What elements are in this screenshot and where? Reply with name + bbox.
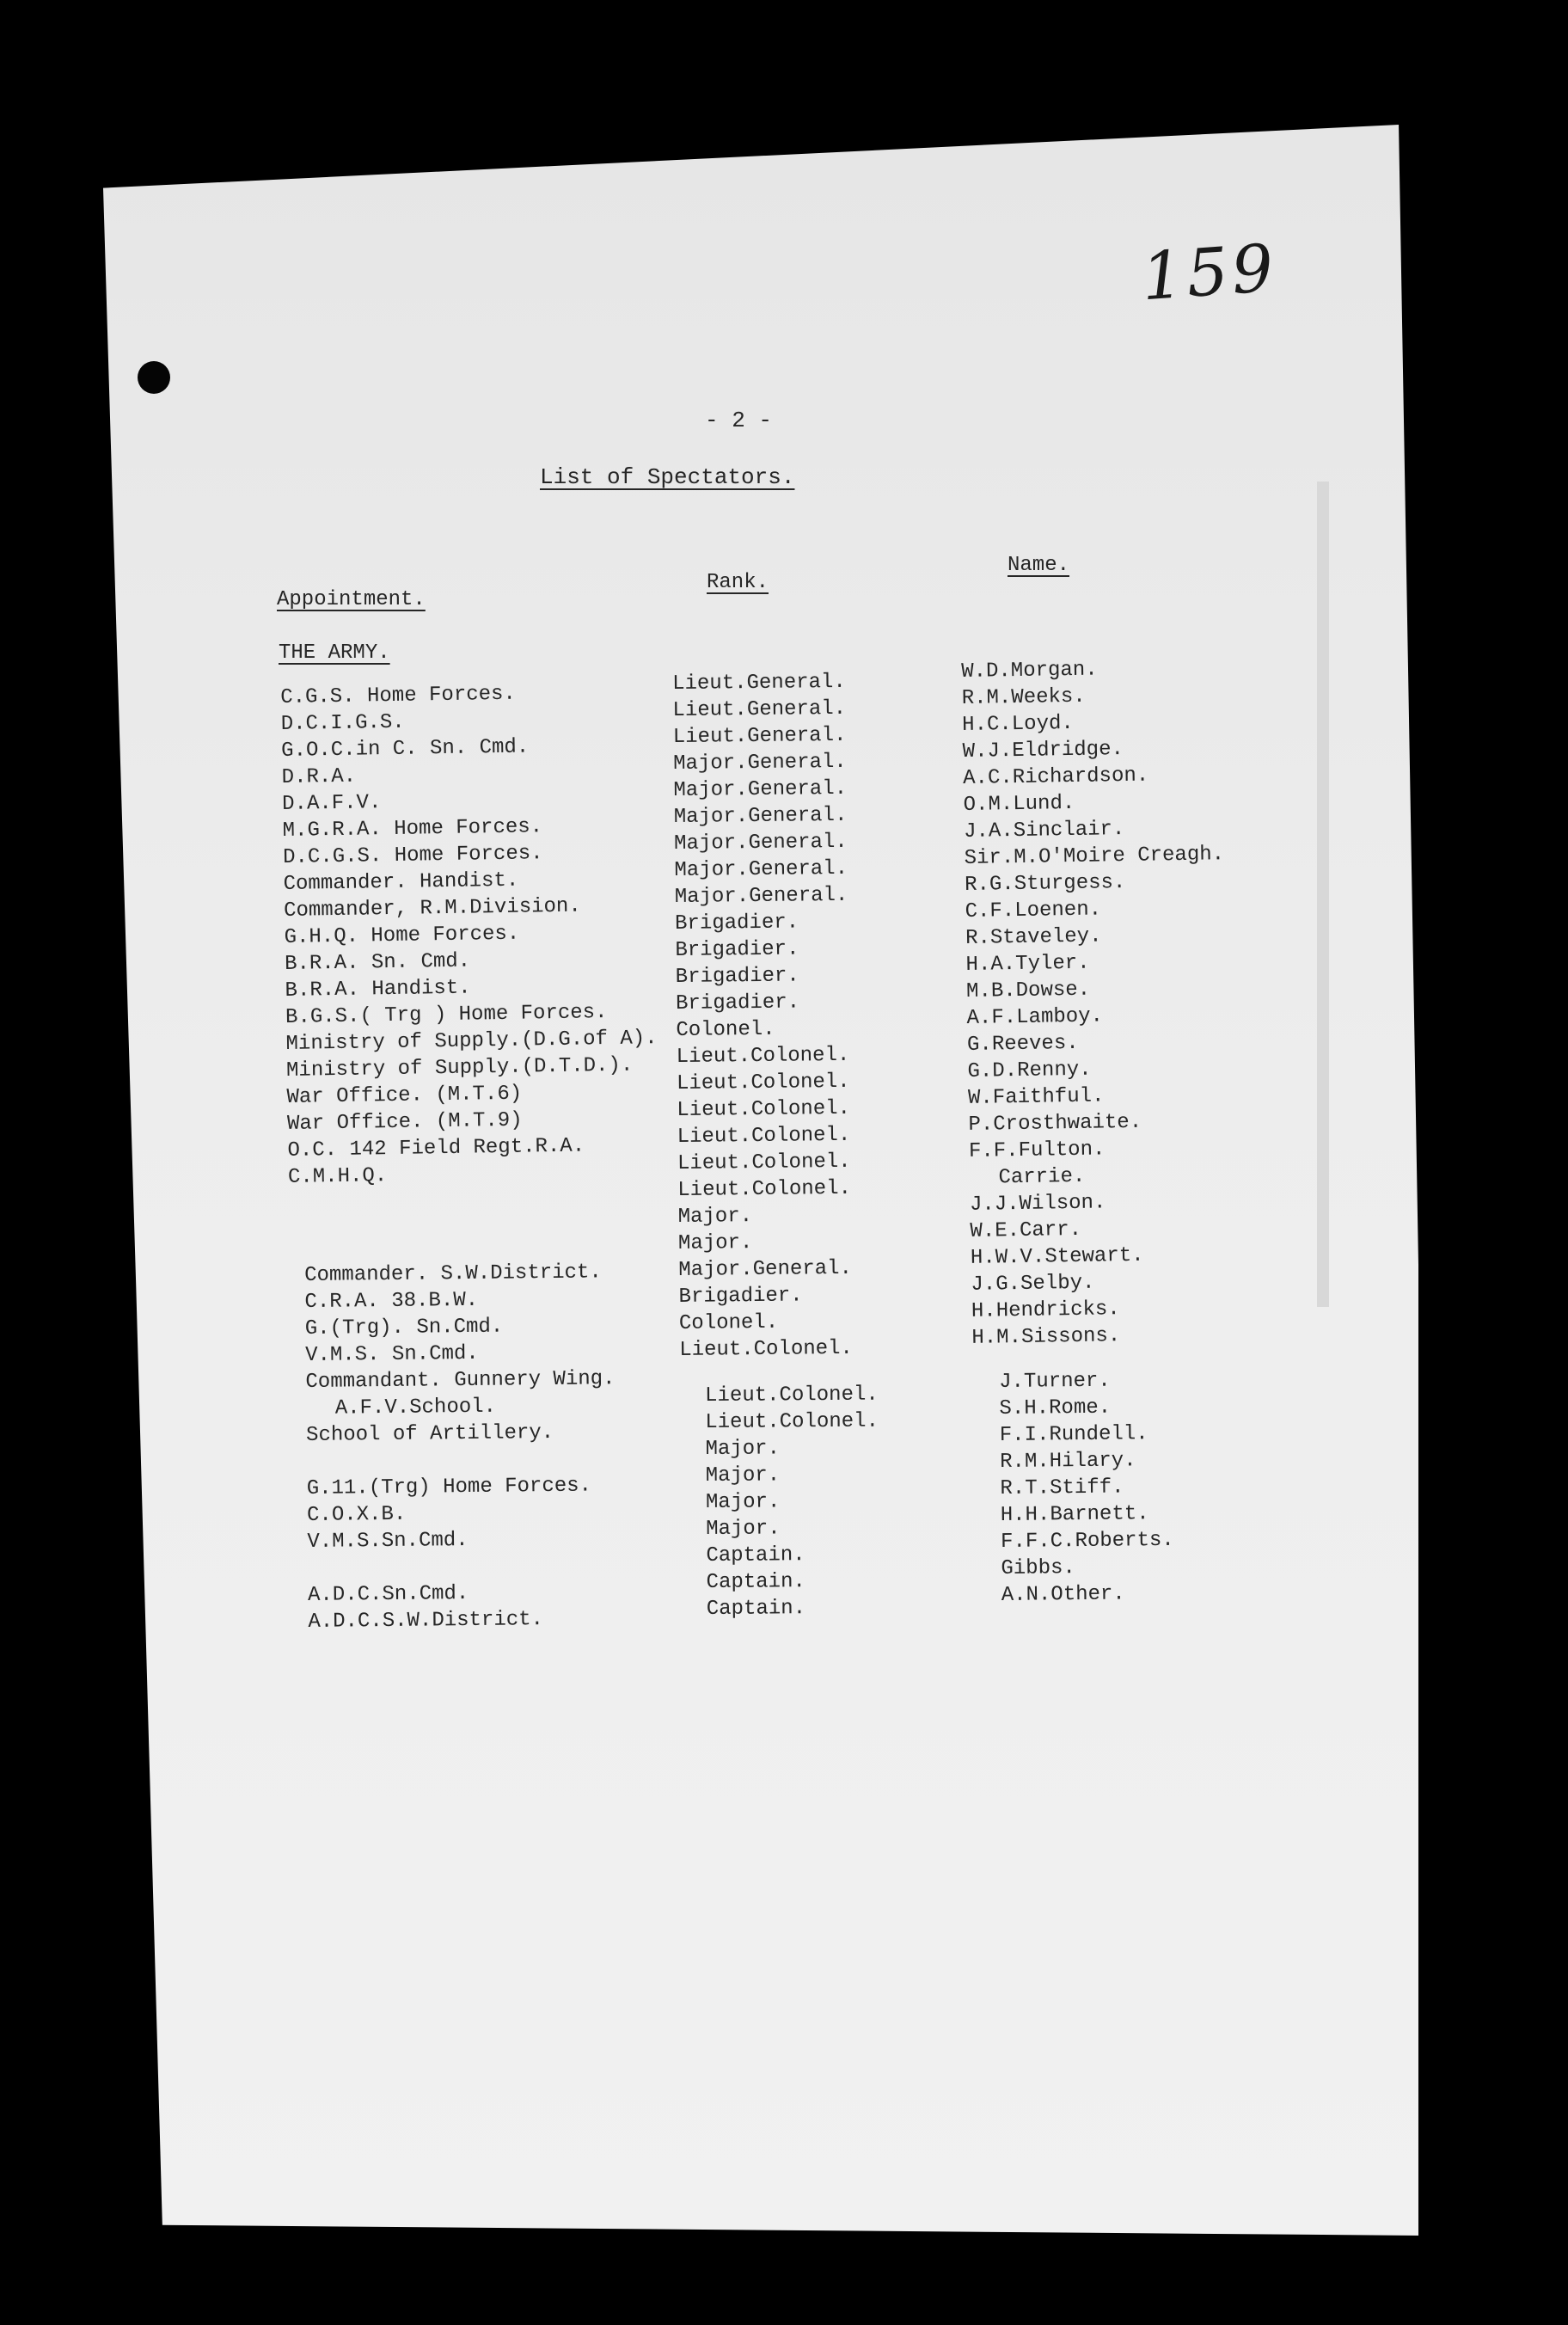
name-entry: R.Staveley. [965,924,1102,950]
rank-entry: Lieut.Colonel. [677,1123,851,1149]
appointment-entry: G.(Trg). Sn.Cmd. [304,1315,504,1340]
rank-entry: Brigadier. [675,964,799,989]
rank-entry: Major.General. [674,883,848,909]
rank-entry: Captain. [706,1570,805,1594]
rank-entry: Brigadier. [675,991,800,1015]
appointment-entry: A.F.V.School. [334,1395,497,1420]
rank-entry: Brigadier. [675,937,799,962]
rank-entry: Lieut.Colonel. [677,1150,851,1175]
name-entry: H.C.Loyd. [962,711,1075,737]
rank-entry: Major.General. [674,856,848,882]
appointment-entry: D.C.I.G.S. [280,710,405,736]
rank-entry: Major. [705,1490,781,1514]
rank-entry: Lieut.Colonel. [676,1070,850,1095]
rank-entry: Colonel. [676,1017,775,1042]
rank-entry: Lieut.Colonel. [679,1336,854,1362]
name-entry: F.F.Fulton. [968,1138,1106,1163]
name-entry: W.E.Carr. [970,1218,1082,1243]
rank-entry: Brigadier. [678,1284,803,1309]
rank-entry: Lieut.General. [672,670,846,696]
name-entry: R.G.Sturgess. [964,871,1126,897]
name-list [961,654,1232,1352]
rank-entry: Major. [706,1517,781,1541]
rank-entry: Major. [705,1437,781,1461]
name-entry: O.M.Lund. [963,791,1075,817]
name-entry: G.D.Renny. [967,1058,1092,1083]
rank-entry: Lieut.Colonel. [705,1409,879,1434]
name-entry: J.Turner. [999,1369,1111,1394]
name-entry: Carrie. [998,1164,1086,1190]
name-entry: F.F.C.Roberts. [1000,1528,1174,1554]
appointment-entry: O.C. 142 Field Regt.R.A. [287,1134,585,1162]
column-header-appointment: Appointment. [277,588,426,611]
appointment-entry: G.O.C.in C. Sn. Cmd. [281,735,530,763]
name-entry: H.A.Tyler. [965,951,1090,977]
appointment-entry: C.R.A. 38.B.W. [304,1288,479,1314]
column-header-rank: Rank. [707,571,769,594]
appointment-entry: G.H.Q. Home Forces. [284,922,520,949]
name-entry: J.J.Wilson. [969,1191,1106,1217]
rank-entry: Captain. [706,1543,805,1567]
rank-entry: Major. [677,1205,753,1229]
punch-hole [138,361,170,394]
rank-entry: Lieut.General. [672,723,847,749]
rank-entry: Major.General. [673,803,848,829]
name-entry: R.M.Weeks. [961,684,1086,710]
appointment-entry: C.G.S. Home Forces. [280,682,517,709]
name-entry: F.I.Rundell. [999,1422,1148,1447]
name-entry: M.B.Dowse. [965,978,1091,1003]
name-entry: A.C.Richardson. [962,764,1149,790]
document-title: List of Spectators. [540,464,795,490]
rank-entry: Major. [705,1463,781,1488]
appointment-entry: C.O.X.B. [306,1502,407,1527]
name-entry: R.T.Stiff. [1000,1475,1124,1500]
rank-entry: Lieut.Colonel. [677,1096,851,1122]
name-entry: R.M.Hilary. [999,1449,1136,1474]
rank-list [672,669,853,1364]
appointment-entry: V.M.S. Sn.Cmd. [304,1341,479,1367]
rank-entry: Colonel. [678,1310,779,1335]
name-entry: H.M.Sissons. [971,1324,1121,1350]
rank-entry: Lieut.Colonel. [677,1176,852,1202]
appointment-entry: C.M.H.Q. [287,1164,388,1189]
name-entry: P.Crosthwaite. [968,1110,1142,1137]
rank-entry: Brigadier. [674,911,799,936]
rank-entry: Lieut.Colonel. [676,1043,850,1069]
appointment-entry: War Office. (M.T.9) [286,1108,523,1136]
column-header-name: Name. [1008,554,1070,577]
name-entry: Gibbs. [1001,1556,1075,1580]
appointment-entry: War Office. (M.T.6) [286,1082,523,1109]
rank-list-continued [705,1382,880,1623]
name-entry: H.H.Barnett. [1000,1502,1149,1527]
appointment-entry: Commander, R.M.Division. [283,894,581,923]
appointment-entry: Commander. S.W.District. [304,1261,602,1287]
name-entry: H.W.V.Stewart. [970,1243,1144,1270]
handwritten-folio-number: 159 [1139,229,1279,316]
name-entry: W.Faithful. [967,1084,1105,1110]
rank-entry: Major.General. [673,776,848,802]
appointment-entry: G.11.(Trg) Home Forces. [306,1474,592,1500]
name-entry: J.G.Selby. [971,1271,1095,1297]
appointment-entry: V.M.S.Sn.Cmd. [307,1529,469,1554]
appointment-entry: D.A.F.V. [281,791,382,816]
name-entry: A.F.Lamboy. [966,1004,1104,1030]
rank-entry: Major. [677,1231,753,1255]
name-entry: H.Hendricks. [971,1297,1120,1323]
appointment-list-continued [304,1259,618,1635]
appointment-entry: B.R.A. Sn. Cmd. [284,949,471,976]
appointment-entry: B.G.S.( Trg ) Home Forces. [285,1001,608,1029]
page-flap-edge [1317,482,1329,1307]
appointment-entry: B.R.A. Handist. [285,976,471,1003]
appointment-entry: A.D.C.S.W.District. [308,1608,544,1634]
name-entry: C.F.Loenen. [965,898,1102,923]
appointment-entry: D.C.G.S. Home Forces. [282,842,543,869]
appointment-list [280,678,659,1191]
appointment-entry: D.R.A. [281,764,357,789]
appointment-entry: Ministry of Supply.(D.T.D.). [285,1053,634,1083]
appointment-entry: Commandant. Gunnery Wing. [305,1367,616,1394]
page-number: - 2 - [705,408,773,433]
section-heading-army: THE ARMY. [279,641,390,665]
rank-entry: Lieut.Colonel. [705,1383,879,1408]
rank-entry: Major.General. [678,1256,853,1282]
appointment-entry: School of Artillery. [305,1420,554,1447]
rank-entry: Major.General. [673,830,848,856]
rank-entry: Major.General. [672,750,847,776]
name-entry: W.J.Eldridge. [962,738,1124,764]
name-entry: Sir.M.O'Moire Creagh. [964,843,1225,870]
appointment-entry: A.D.C.Sn.Cmd. [307,1582,469,1607]
rank-entry: Captain. [706,1597,806,1621]
appointment-entry: Commander. Handist. [283,868,519,896]
name-list-continued [999,1367,1175,1609]
rank-entry: Lieut.General. [672,696,847,722]
name-entry: A.N.Other. [1001,1582,1125,1607]
appointment-entry: Ministry of Supply.(D.G.of A). [285,1027,658,1056]
name-entry: S.H.Rome. [999,1396,1112,1420]
appointment-entry: M.G.R.A. Home Forces. [282,815,543,843]
name-entry: W.D.Morgan. [961,658,1098,684]
name-entry: G.Reeves. [966,1031,1079,1057]
name-entry: J.A.Sinclair. [963,818,1125,844]
